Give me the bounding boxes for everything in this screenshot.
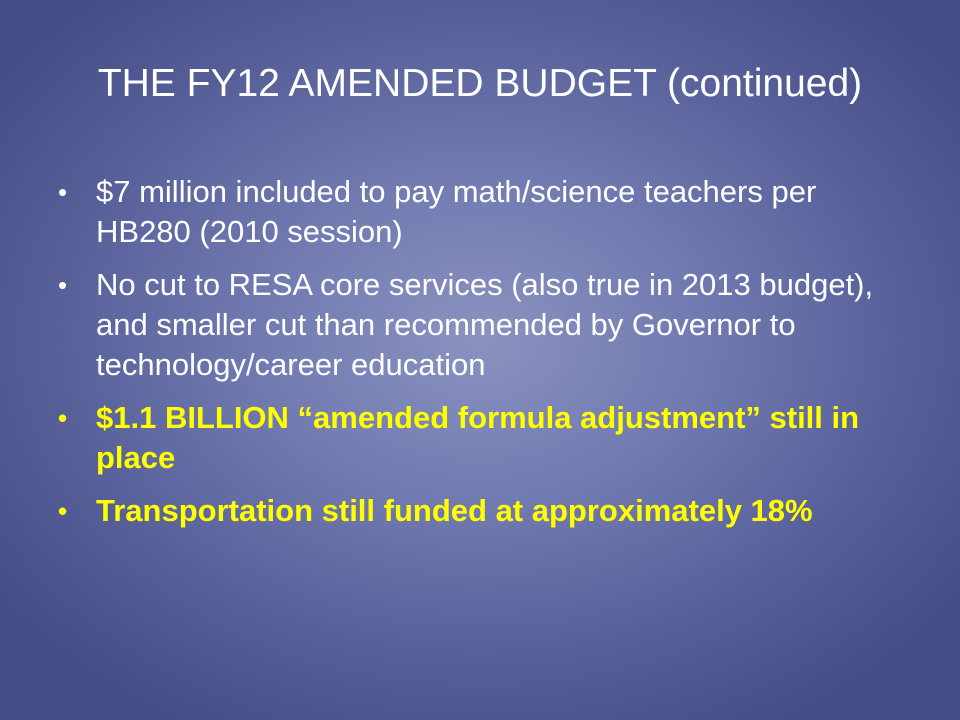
bullet-text: $1.1 BILLION “amended formula adjustment” still in place [96,400,860,475]
bullet-item [58,172,908,252]
bullet-item-highlighted [58,491,908,531]
slide-title: THE FY12 AMENDED BUDGET (continued) [97,62,863,105]
bullet-item-highlighted [58,398,908,478]
bullet-text: No cut to RESA core services (also true in 2013 budget), and smaller cut than recommended by Governor to technology/career education [96,267,874,382]
bullet-dot-icon: • [58,177,68,207]
bullet-text: $7 million included to pay math/science teachers per HB280 (2010 session) [96,174,817,249]
bullet-dot-icon: • [58,403,68,433]
bullet-text: Transportation still funded at approximately 18% [96,493,813,528]
bullet-dot-icon: • [58,270,68,300]
bullet-item [58,265,908,385]
bullet-list [58,172,908,544]
bullet-dot-icon: • [58,496,68,526]
